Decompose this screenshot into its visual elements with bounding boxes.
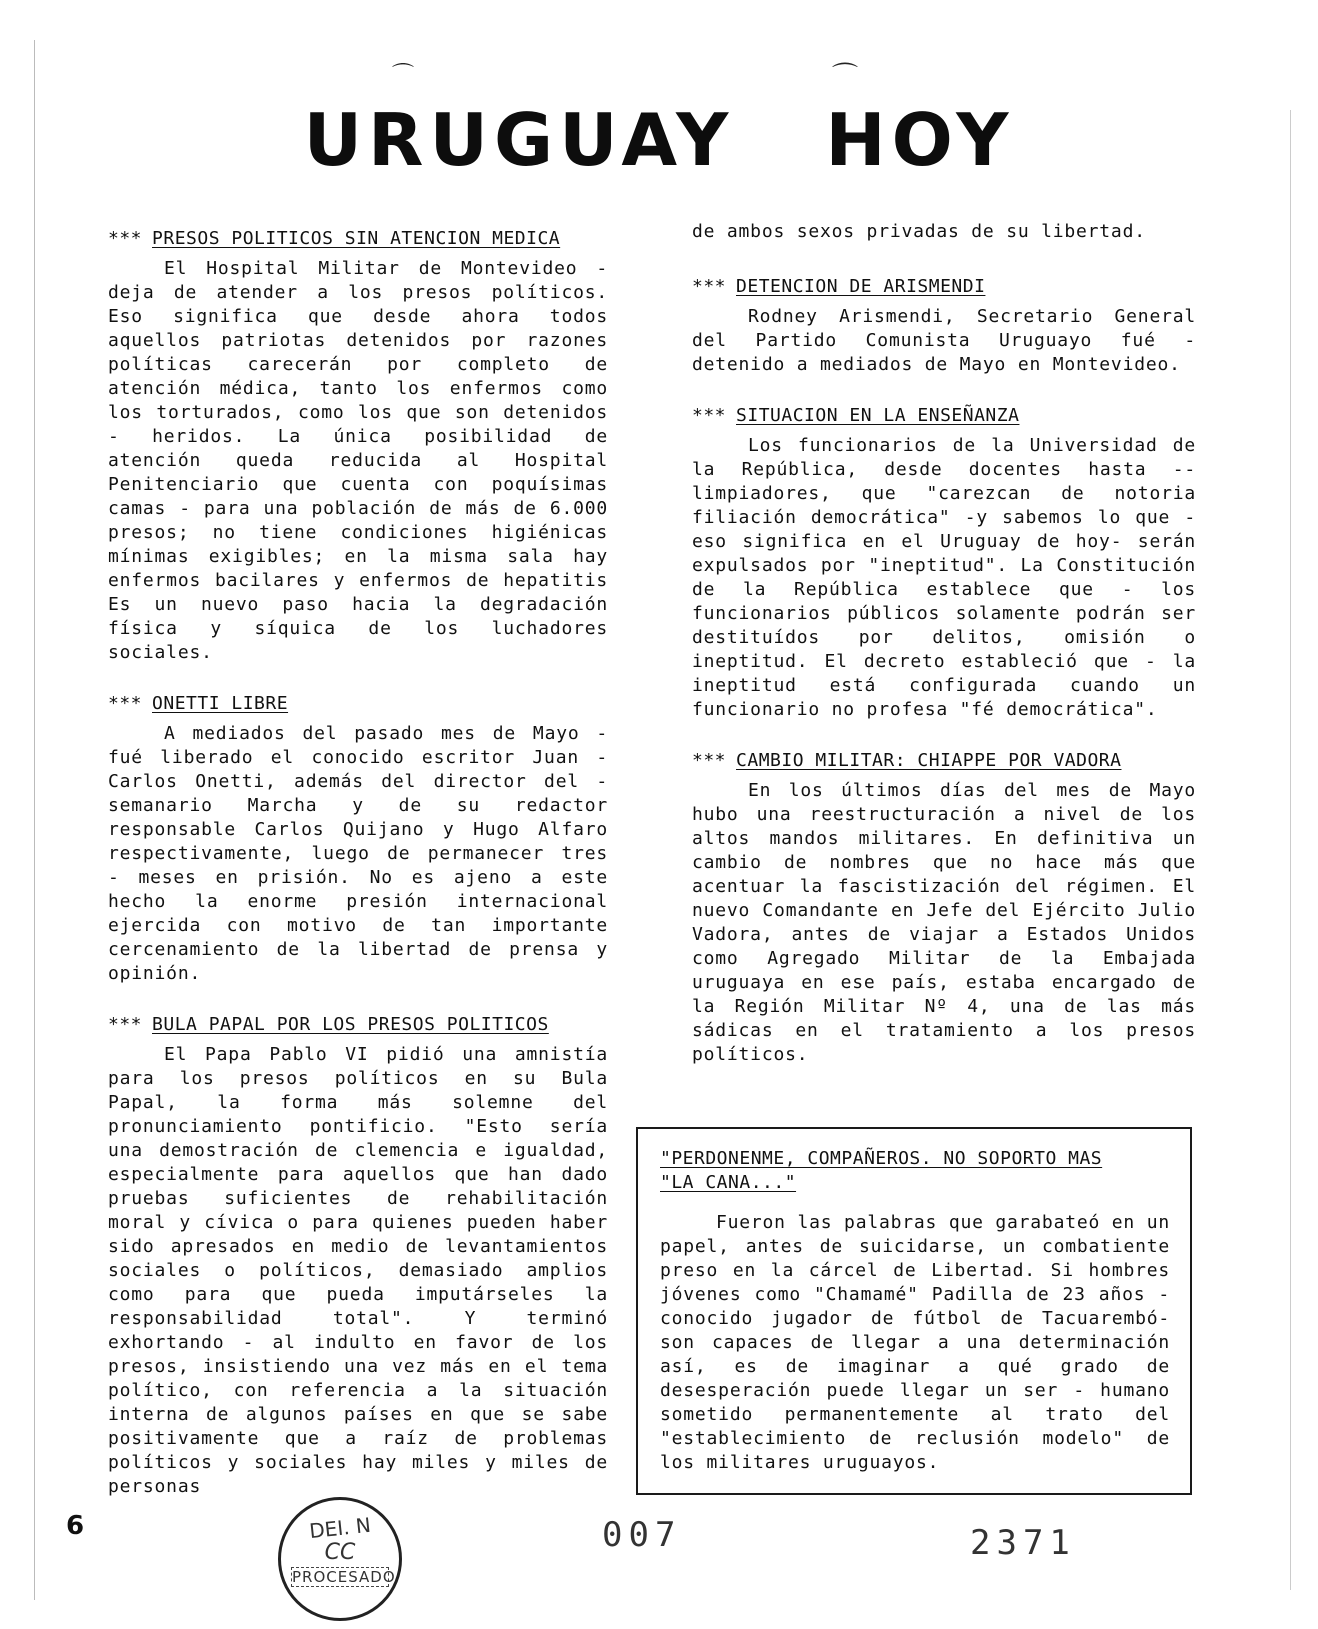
- reference-number: 007: [602, 1515, 682, 1555]
- scan-edge-right: [1290, 110, 1291, 1590]
- article-heading: [108, 1014, 608, 1035]
- article-heading: [692, 405, 1196, 426]
- box-body: Fueron las palabras que garabateó en un papel, antes de suicidarse, un combatiente preso en la cárcel de Libertad. Si hombres jóvenes como "Chamamé" Padilla de 23 años -conocido jugador de fútbol de Tacuarembó- son capaces de llegar a una determinación así, es de imaginar a qué grado de desesperación puede llegar un ser - humano sometido permanentemente al trato del "establecimiento de reclusión modelo" de los militares uruguayos.: [660, 1212, 1170, 1473]
- heading-text: ONETTI LIBRE: [152, 693, 289, 714]
- heading-stars: ***: [692, 276, 727, 297]
- box-heading: [660, 1147, 1170, 1195]
- scan-mark-2: ⌒: [832, 62, 859, 92]
- article-detencion-arismendi: [692, 276, 1196, 377]
- article-body: El Hospital Militar de Montevideo - deja de atender a los presos políticos. Eso significa que desde ahora todos aquellos patriotas detenidos por razones políticas carecerán por completo de atención médica, tanto los enfermos como los torturados, como los que son detenidos - heridos. La única posibilidad de atención queda reducida al Hospital Penitenciario que cuenta con poquísimas camas - para una población de más de 6.000 presos; no tiene condiciones higiénicas mínimas exigibles; en la misma sala hay enfermos bacilares y enfermos de hepatitis Es un nuevo paso hacia la degradación física y síquica de los luchadores sociales.: [108, 258, 608, 663]
- page-title: URUGUAY HOY: [303, 98, 1015, 182]
- box-heading-line-1: "PERDONENME, COMPAÑEROS. NO SOPORTO MAS: [660, 1148, 1103, 1169]
- scan-edge-left: [34, 40, 35, 1600]
- heading-text: BULA PAPAL POR LOS PRESOS POLITICOS: [152, 1014, 549, 1035]
- box-heading-line-2: "LA CANA...": [660, 1172, 797, 1193]
- article-bula-papal: [108, 1014, 608, 1499]
- archive-stamp: [278, 1497, 402, 1621]
- article-body: A mediados del pasado mes de Mayo - fué liberado el conocido escritor Juan - Carlos Onetti, además del director del - semanario Marcha y de su redactor responsable Carlos Quijano y Hugo Alfaro respectivamente, luego de permanecer tres - meses en prisión. No es ajeno a este hecho la enorme presión internacional ejercida con motivo de tan importante cercenamiento de la libertad de prensa y opinión.: [108, 723, 608, 984]
- article-heading: [692, 750, 1196, 771]
- heading-text: SITUACION EN LA ENSEÑANZA: [736, 405, 1020, 426]
- heading-text: CAMBIO MILITAR: CHIAPPE POR VADORA: [736, 750, 1122, 771]
- stamp-line-2: CC: [324, 1540, 356, 1565]
- stamp-line-3: PROCESADO: [292, 1568, 396, 1586]
- heading-text: DETENCION DE ARISMENDI: [736, 276, 986, 297]
- article-heading: [692, 276, 1196, 297]
- reference-number-2: 2371: [970, 1523, 1076, 1563]
- heading-stars: ***: [692, 405, 727, 426]
- left-column: [108, 228, 608, 1527]
- article-onetti-libre: [108, 693, 608, 986]
- article-situacion-ensenanza: [692, 405, 1196, 722]
- continuation-text: de ambos sexos privadas de su libertad.: [692, 221, 1146, 242]
- heading-stars: ***: [108, 693, 143, 714]
- article-presos-politicos: [108, 228, 608, 665]
- heading-stars: ***: [108, 228, 143, 249]
- stamp-line-1: DEI. N: [308, 1512, 372, 1544]
- article-body: El Papa Pablo VI pidió una amnistía para los presos políticos en su Bula Papal, la forma más solemne del pronunciamiento pontificio. "Esto sería una demostración de clemencia e igualdad, especialmente para aquellos que han dado pruebas suficientes de rehabilitación moral y cívica o para quienes pueden haber sido apresados en medio de levantamientos sociales o políticos, demasiado amplios como para que pueda imputárseles la responsabilidad total". Y terminó exhortando - al indulto en favor de los presos, insistiendo una vez más en el tema político, con referencia a la situación interna de algunos países en que se sabe positivamente que a raíz de problemas políticos y sociales hay miles y miles de personas: [108, 1044, 608, 1497]
- heading-stars: ***: [692, 750, 727, 771]
- heading-text: PRESOS POLITICOS SIN ATENCION MEDICA: [152, 228, 561, 249]
- article-heading: [108, 228, 608, 249]
- heading-stars: ***: [108, 1014, 143, 1035]
- page-number: 6: [66, 1511, 85, 1541]
- article-cambio-militar: [692, 750, 1196, 1067]
- right-column: [692, 220, 1196, 1095]
- article-body: En los últimos días del mes de Mayo hubo una reestructuración a nivel de los altos mandos militares. En definitiva un cambio de nombres que no hace más que acentuar la fascistización del régimen. El nuevo Comandante en Jefe del Ejército Julio Vadora, antes de viajar a Estados Unidos como Agregado Militar de la Embajada uruguaya en ese país, estaba encargado de la Región Militar Nº 4, una de las más sádicas en el tratamiento a los presos políticos.: [692, 780, 1196, 1065]
- article-heading: [108, 693, 608, 714]
- scan-mark-1: ⌒: [392, 63, 415, 88]
- article-body: Los funcionarios de la Universidad de la República, desde docentes hasta -- limpiadores, que "carezcan de notoria filiación democrática" -y sabemos lo que - eso significa en el Uruguay de hoy- serán expulsados por "ineptitud". La Constitución de la República establece que - los funcionarios públicos solamente podrán ser destituídos por delitos, omisión o ineptitud. El decreto estableció que - la ineptitud está configurada cuando un funcionario no profesa "fé democrática".: [692, 435, 1196, 720]
- boxed-article: [636, 1127, 1192, 1495]
- article-body: Rodney Arismendi, Secretario General del Partido Comunista Uruguayo fué - detenido a mediados de Mayo en Montevideo.: [692, 306, 1196, 375]
